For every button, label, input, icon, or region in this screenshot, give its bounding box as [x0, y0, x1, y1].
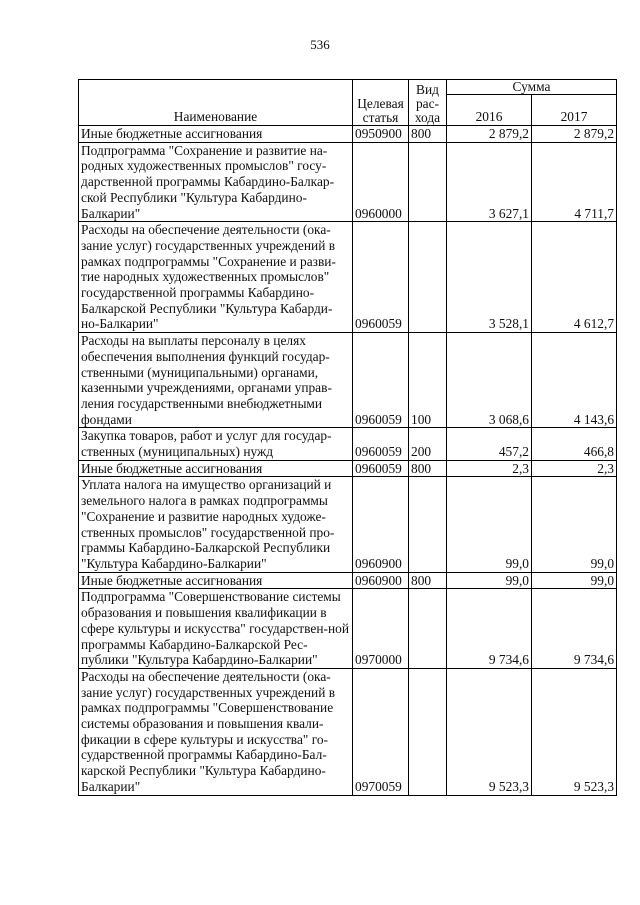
row-sum-2016-cell: 3 068,6: [447, 333, 532, 428]
row-sum-2017-cell: 9 734,6: [532, 589, 617, 669]
row-sum-2017-cell: 4 711,7: [532, 142, 617, 222]
row-name-cell: Расходы на выплаты персоналу в целях обеспечения выполнения функций государ-ственными (муниципальными) органами, казенными учреждениями, органами управ-ления государственными внебюджетными фондами: [79, 333, 353, 428]
row-type-cell: [409, 589, 447, 669]
table-row: [79, 589, 617, 669]
row-type-cell: [409, 477, 447, 572]
row-sum-2017-cell: 4 612,7: [532, 222, 617, 333]
row-name-cell: Подпрограмма "Сохранение и развитие на-родных художественных промыслов" госу-дарственной программы Кабардино-Балкар-ской Республики "Культура Кабардино-Балкарии": [79, 142, 353, 222]
table-row: [79, 668, 617, 795]
table-body: [79, 126, 617, 796]
row-code-cell: 0960059: [353, 428, 409, 460]
row-type-cell: 800: [409, 572, 447, 589]
row-sum-2017-cell: 2,3: [532, 460, 617, 477]
row-sum-2016-cell: 2,3: [447, 460, 532, 477]
table-row: [79, 428, 617, 460]
row-sum-2016-cell: 457,2: [447, 428, 532, 460]
column-header-code: Целевая статья: [353, 80, 409, 126]
column-header-name: Наименование: [79, 80, 353, 126]
row-code-cell: 0960059: [353, 333, 409, 428]
table-row: [79, 142, 617, 222]
column-header-sum: Сумма: [447, 80, 617, 95]
row-sum-2016-cell: 2 879,2: [447, 126, 532, 143]
row-code-cell: 0960059: [353, 460, 409, 477]
row-type-cell: [409, 668, 447, 795]
row-sum-2017-cell: 4 143,6: [532, 333, 617, 428]
page-number: 536: [310, 37, 330, 52]
row-sum-2017-cell: 9 523,3: [532, 668, 617, 795]
row-sum-2016-cell: 9 523,3: [447, 668, 532, 795]
row-sum-2016-cell: 3 627,1: [447, 142, 532, 222]
row-name-cell: Расходы на обеспечение деятельности (ока-зание услуг) государственных учреждений в рамках подпрограммы "Сохранение и разви-тие народных художественных промыслов" государственной программы Кабардино-Балкарской Республики "Культура Кабарди-но-Балкарии": [79, 222, 353, 333]
row-type-cell: 200: [409, 428, 447, 460]
row-sum-2017-cell: 2 879,2: [532, 126, 617, 143]
table-row: [79, 333, 617, 428]
table-header-row: [79, 80, 617, 95]
row-name-cell: Иные бюджетные ассигнования: [79, 572, 353, 589]
table-row: [79, 126, 617, 143]
row-type-cell: [409, 222, 447, 333]
column-header-year-2016: 2016: [447, 95, 532, 126]
row-sum-2017-cell: 99,0: [532, 477, 617, 572]
row-sum-2016-cell: 99,0: [447, 572, 532, 589]
row-sum-2016-cell: 99,0: [447, 477, 532, 572]
row-name-cell: Иные бюджетные ассигнования: [79, 126, 353, 143]
row-sum-2017-cell: 99,0: [532, 572, 617, 589]
row-code-cell: 0960900: [353, 477, 409, 572]
row-name-cell: Подпрограмма "Совершенствование системы образования и повышения квалификации в сфере культуры и искусства" государствен-ной программы Кабардино-Балкарской Рес-публики "Культура Кабардино-Балкарии": [79, 589, 353, 669]
column-header-type: Вид рас-хода: [409, 80, 447, 126]
row-type-cell: 100: [409, 333, 447, 428]
table-row: [79, 222, 617, 333]
row-code-cell: 0970059: [353, 668, 409, 795]
row-name-cell: Закупка товаров, работ и услуг для государ-ственных (муниципальных) нужд: [79, 428, 353, 460]
table-row: [79, 572, 617, 589]
row-type-cell: 800: [409, 460, 447, 477]
row-sum-2016-cell: 9 734,6: [447, 589, 532, 669]
row-name-cell: Расходы на обеспечение деятельности (ока-зание услуг) государственных учреждений в рамках подпрограммы "Совершенствование системы образования и повышения квали-фикации в сфере культуры и искусства" го-сударственной программы Кабардино-Бал-карской Республики "Культура Кабардино-Балкарии": [79, 668, 353, 795]
row-name-cell: Уплата налога на имущество организаций и земельного налога в рамках подпрограммы "Сохранение и развитие народных художе-ственных промыслов" государственной про-граммы Кабардино-Балкарской Республики "Культура Кабардино-Балкарии": [79, 477, 353, 572]
budget-table: [78, 79, 617, 796]
row-code-cell: 0970000: [353, 589, 409, 669]
table-row: [79, 460, 617, 477]
row-code-cell: 0960900: [353, 572, 409, 589]
column-header-year-2017: 2017: [532, 95, 617, 126]
row-code-cell: 0960059: [353, 222, 409, 333]
row-type-cell: [409, 142, 447, 222]
row-type-cell: 800: [409, 126, 447, 143]
row-sum-2016-cell: 3 528,1: [447, 222, 532, 333]
row-name-cell: Иные бюджетные ассигнования: [79, 460, 353, 477]
row-code-cell: 0960000: [353, 142, 409, 222]
row-code-cell: 0950900: [353, 126, 409, 143]
row-sum-2017-cell: 466,8: [532, 428, 617, 460]
table-row: [79, 477, 617, 572]
